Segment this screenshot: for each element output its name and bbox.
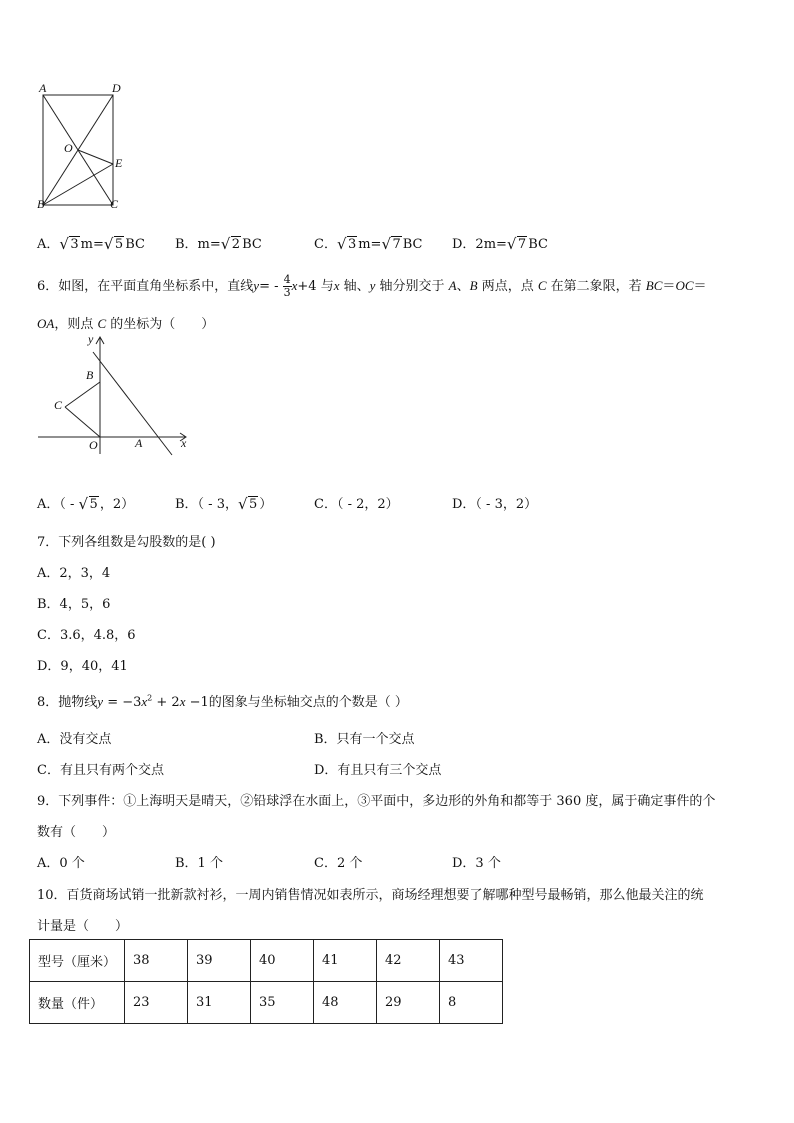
q9-stem-line2: 数有（ ） (37, 825, 116, 840)
point-label-b: B (86, 368, 94, 382)
table-cell: 40 (251, 940, 314, 982)
point-label-a: A (135, 436, 143, 450)
option-text: m= (358, 237, 382, 252)
table-cell: 29 (377, 982, 440, 1024)
q10-stem-line1: 10．百货商场试销一批新款衬衫，一周内销售情况如表所示，商场经理想要了解哪种型号最畅销，那么他最关注的统 (37, 888, 704, 903)
q5-option-a[interactable] (37, 233, 145, 252)
q7-option-d[interactable]: D．9，40，41 (37, 659, 128, 674)
sqrt-5: √ 5 (80, 497, 99, 512)
table-cell: 43 (440, 940, 503, 982)
sqrt-3: √ 3 (338, 237, 357, 252)
rectangle-diagram (30, 80, 140, 215)
table-cell: 38 (125, 940, 188, 982)
q5-option-c[interactable] (314, 233, 423, 252)
option-text: BC (528, 237, 548, 252)
sqrt-7: √ 7 (382, 237, 401, 252)
option-text: m= (80, 237, 104, 252)
point-label-d: D (112, 81, 121, 95)
q8-option-d[interactable]: D．有且只有三个交点 (314, 763, 442, 778)
table-row (30, 982, 503, 1024)
fraction: $\frac{4}{3}$ (283, 273, 291, 299)
table-header-cell: 数量（件） (30, 982, 125, 1024)
table-cell: 23 (125, 982, 188, 1024)
q6-stem-line1: 6．如图，在平面直角坐标系中，直线y= - $\frac{4}{3}$ x+4 与x 轴、y 轴分别交于 A、B 两点，点 C 在第二象限，若 BC＝OC＝ (37, 273, 707, 299)
point-label-c: C (54, 398, 63, 412)
table-cell: 42 (377, 940, 440, 982)
q8-option-b[interactable]: B．只有一个交点 (314, 732, 415, 747)
point-label-e: E (115, 156, 123, 170)
sqrt-5: √ 5 (105, 237, 124, 252)
coordinate-diagram (35, 332, 195, 457)
table-cell: 41 (314, 940, 377, 982)
option-prefix: C． (314, 237, 337, 252)
point-label-o: O (64, 141, 73, 155)
figure-rectangle (30, 80, 140, 215)
q6-option-b[interactable]: B．（ - 3，√ 5 ） (175, 493, 272, 512)
q6-stem-line2: OA，则点 C 的坐标为（ ） (37, 316, 215, 332)
sqrt-2: √ 2 (222, 237, 241, 252)
table-row (30, 940, 503, 982)
q7-option-c[interactable]: C．3.6，4.8，6 (37, 628, 136, 643)
point-label-a: A (39, 81, 47, 95)
axis-label-y: y (88, 332, 94, 346)
option-prefix: D．2m= (452, 237, 507, 252)
q5-option-b[interactable] (175, 233, 262, 252)
q6-option-d[interactable]: D．（ - 3，2） (452, 497, 538, 512)
option-text: BC (242, 237, 262, 252)
sqrt-5: √ 5 (239, 497, 258, 512)
q8-stem: 8．抛物线$y = -3x^2 + 2x -1$的图象与坐标轴交点的个数是（ ） (37, 693, 408, 710)
sales-table (29, 939, 503, 1024)
q7-option-b[interactable]: B．4，5，6 (37, 597, 111, 612)
point-label-o: O (89, 438, 98, 452)
table-cell: 8 (440, 982, 503, 1024)
q8-option-a[interactable]: A．没有交点 (37, 732, 112, 747)
sqrt-3: √ 3 (60, 237, 79, 252)
q9-option-a[interactable]: A．0 个 (37, 856, 85, 871)
q7-option-a[interactable]: A．2，3，4 (37, 566, 111, 581)
option-text: BC (402, 237, 423, 252)
q6-option-a[interactable]: A．（ - √ 5 ，2） (37, 493, 134, 512)
option-prefix: A． (37, 237, 60, 252)
q5-option-d[interactable] (452, 233, 548, 252)
figure-coordinate-plane (35, 332, 195, 457)
table-cell: 48 (314, 982, 377, 1024)
axis-label-x: x (181, 436, 187, 450)
q10-stem-line2: 计量是（ ） (37, 919, 129, 934)
q9-option-d[interactable]: D．3 个 (452, 856, 501, 871)
q8-option-c[interactable]: C．有且只有两个交点 (37, 763, 164, 778)
table-header-cell: 型号（厘米） (30, 940, 125, 982)
q9-option-c[interactable]: C．2 个 (314, 856, 363, 871)
table-cell: 31 (188, 982, 251, 1024)
option-text: BC (125, 237, 145, 252)
q6-option-c[interactable]: C．（ - 2，2） (314, 497, 399, 512)
table-cell: 39 (188, 940, 251, 982)
q9-option-b[interactable]: B．1 个 (175, 856, 223, 871)
q7-stem: 7．下列各组数是勾股数的是( ) (37, 535, 216, 550)
q9-stem-line1: 9．下列事件：①上海明天是晴天，②铅球浮在水面上，③平面中，多边形的外角和都等于 360 度，属于确定事件的个 (37, 794, 716, 809)
table-cell: 35 (251, 982, 314, 1024)
option-prefix: B．m= (175, 237, 221, 252)
point-label-b: B (37, 197, 45, 211)
sqrt-7: √ 7 (508, 237, 527, 252)
point-label-c: C (110, 197, 119, 211)
